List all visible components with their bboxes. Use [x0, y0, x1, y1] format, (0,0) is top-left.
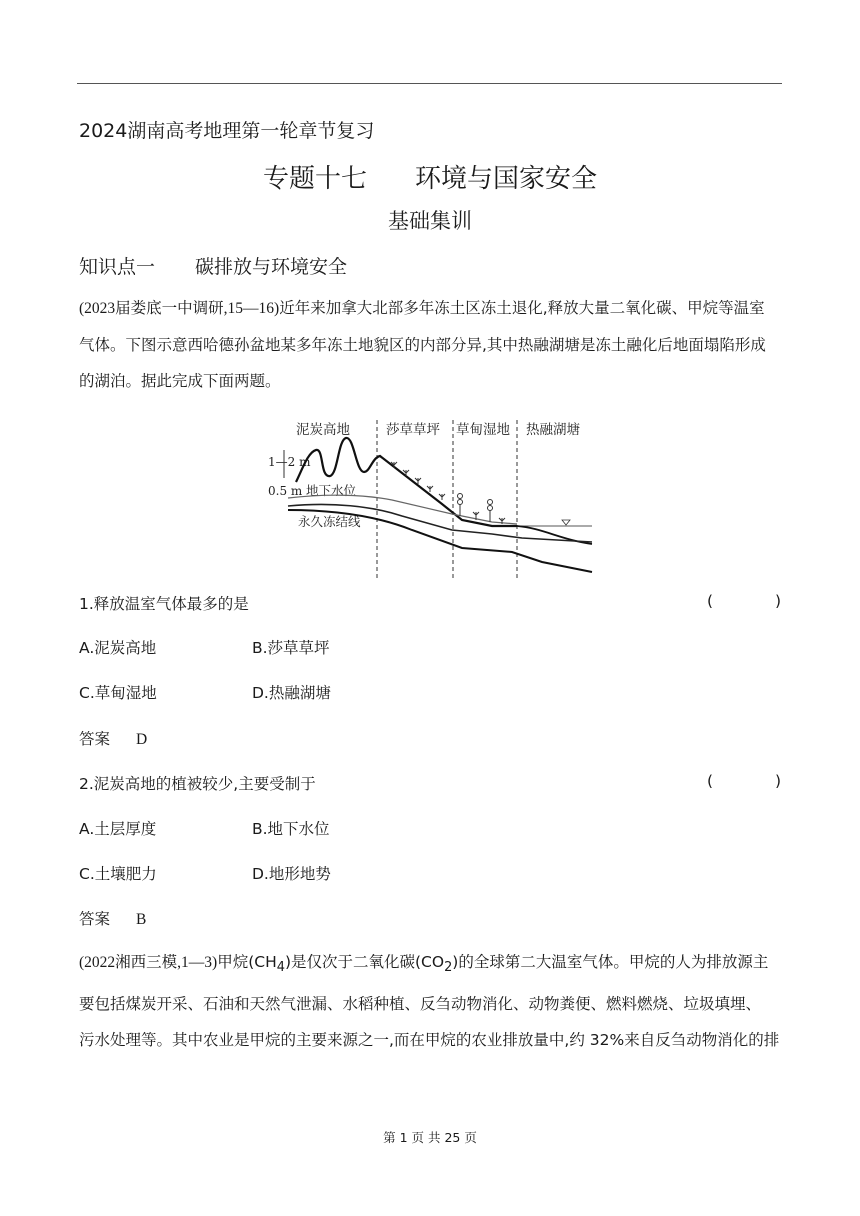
zone-label-peat-plateau: 泥炭高地 [296, 422, 350, 438]
zone-label-thermokarst-pond: 热融湖塘 [526, 422, 580, 438]
methane-paragraph [79, 944, 784, 1058]
intro-paragraph [79, 290, 784, 399]
section-title: 基础集训 [388, 209, 472, 233]
question-2-option-d: D.地形地势 [252, 865, 331, 883]
methane-line-3: 污水处理等。其中农业是甲烷的主要来源之一,而在甲烷的农业排放量中,约 32%来自反刍动物消化的排 [79, 1031, 780, 1050]
chapter-title [0, 158, 860, 195]
chapter-name: 环境与国家安全 [415, 164, 598, 194]
question-2-option-c: C.土壤肥力 [79, 865, 157, 883]
knowledge-point-name: 碳排放与环境安全 [195, 256, 348, 278]
question-1-option-c: C.草甸湿地 [79, 684, 157, 702]
groundwater-label: 地下水位 [306, 483, 357, 498]
question-1-answer [79, 727, 147, 749]
answer-value: B [136, 911, 147, 928]
height-label: 1—2 m [268, 455, 311, 469]
question-1-stem: 1.释放温室气体最多的是 [79, 595, 249, 613]
water-level-marker [562, 520, 570, 525]
question-1-option-d: D.热融湖塘 [252, 684, 331, 702]
methane-line-2: 要包括煤炭开采、石油和天然气泄漏、水稻种植、反刍动物消化、动物粪便、燃料燃烧、垃圾填埋、 [79, 995, 762, 1014]
header-rule [77, 83, 782, 84]
zone-label-sedge-lawn: 莎草草坪 [386, 422, 440, 438]
question-2-option-a: A.土层厚度 [79, 820, 157, 838]
depth-label: 0.5 m [268, 484, 303, 498]
subscript-2: 2 [444, 960, 453, 976]
question-2-answer [79, 907, 146, 929]
knowledge-point-heading [79, 252, 347, 279]
methane-text-c: )的全球第二大温室气体。甲烷的人为排放源主 [452, 953, 769, 971]
intro-line-3: 的湖泊。据此完成下面两题。 [79, 372, 281, 390]
intro-line-1-text: 近年来加拿大北部多年冻土区冻土退化,释放大量二氧化碳、甲烷等温室 [279, 299, 765, 317]
ground-surface-line [296, 438, 517, 526]
question-1-paren-open: ( [707, 592, 714, 610]
sedge-plants [391, 462, 445, 500]
methane-line-1 [79, 944, 784, 986]
question-1-paren-close: ) [775, 592, 782, 610]
document-title: 2024湖南高考地理第一轮章节复习 [79, 120, 375, 142]
methane-text-a: 甲烷(CH [217, 953, 277, 971]
question-2-stem: 2.泥炭高地的植被较少,主要受制于 [79, 775, 316, 793]
knowledge-point-number: 知识点一 [79, 256, 156, 278]
permafrost-profile-figure [262, 410, 602, 582]
answer-label: 答案 [79, 910, 111, 928]
intro-line-1 [79, 290, 784, 327]
page-footer: 第 1 页 共 25 页 [383, 1130, 477, 1145]
answer-label: 答案 [79, 730, 111, 748]
answer-value: D [136, 731, 148, 748]
methane-text-b: )是仅次于二氧化碳(CO [284, 953, 445, 971]
zone-label-meadow-wetland: 草甸湿地 [456, 422, 510, 438]
methane-source: (2022湘西三模,1—3) [79, 954, 218, 971]
question-1-option-b: B.莎草草坪 [252, 639, 330, 657]
permafrost-line-label: 永久冻结线 [298, 514, 361, 529]
intro-line-2: 气体。下图示意西哈德孙盆地某多年冻土地貌区的内部分异,其中热融湖塘是冻土融化后地面塌陷形成 [79, 336, 766, 354]
intro-source: (2023届娄底一中调研,15—16) [79, 300, 280, 317]
subscript-4: 4 [276, 960, 285, 976]
question-2-paren-open: ( [707, 772, 714, 790]
question-1-option-a: A.泥炭高地 [79, 639, 157, 657]
question-2-option-b: B.地下水位 [252, 820, 330, 838]
chapter-number: 专题十七 [262, 164, 367, 194]
question-2-paren-close: ) [775, 772, 782, 790]
